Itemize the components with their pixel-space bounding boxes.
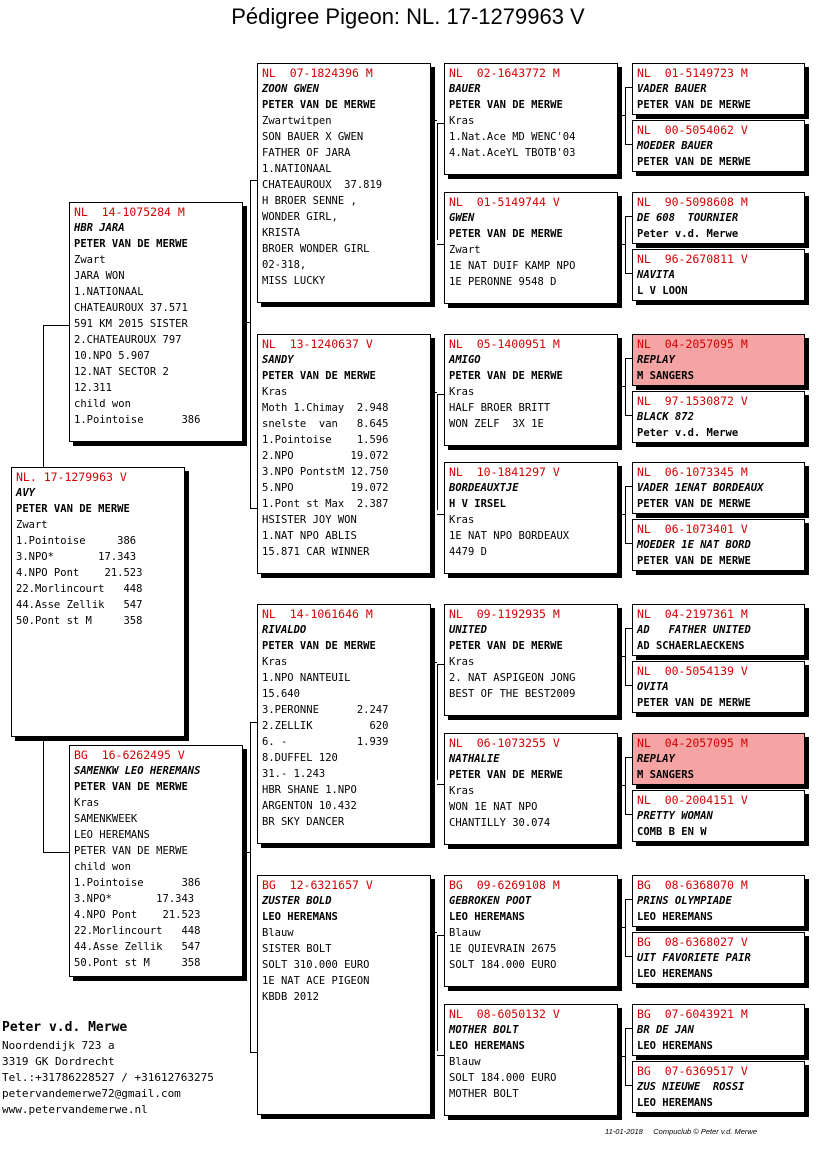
ring-number: BG 08-6368027 V xyxy=(637,935,748,949)
connector-line xyxy=(625,757,626,814)
breeder-name: Peter v.d. Merwe xyxy=(637,228,739,240)
info-line: SON BAUER X GWEN xyxy=(262,131,364,143)
ring-number: NL 01-5149744 V xyxy=(449,195,560,209)
connector-line xyxy=(625,1085,632,1086)
info-line: 1.NAT NPO ABLIS xyxy=(262,530,357,542)
info-line: 1E QUIEVRAIN 2675 xyxy=(449,943,557,955)
connector-line xyxy=(625,486,626,543)
ring-number: NL 14-1075284 M xyxy=(74,205,185,219)
connector-line xyxy=(437,1055,444,1056)
ring-number: NL 13-1240637 V xyxy=(262,337,373,351)
connector-line xyxy=(437,394,438,510)
connector-line xyxy=(437,244,444,245)
connector-line xyxy=(625,956,632,957)
breeder-name: COMB B EN W xyxy=(637,826,707,838)
connector-line xyxy=(625,273,632,274)
info-line: 1.Nat.Ace MD WENC'04 xyxy=(449,131,576,143)
info-line: SOLT 184.000 EURO xyxy=(449,959,557,971)
pigeon-card-fmm xyxy=(444,462,618,574)
pigeon-card-mmm xyxy=(444,1004,618,1116)
info-line: 15.871 CAR WINNER xyxy=(262,546,370,558)
breeder-name: PETER VAN DE MERWE xyxy=(637,555,751,567)
info-line: ARGENTON 10.432 xyxy=(262,800,357,812)
pigeon-card-g5 xyxy=(632,334,805,386)
ring-number: NL 14-1061646 M xyxy=(262,607,373,621)
info-line: 3.NPO* 17.343 xyxy=(74,893,195,905)
info-line: SISTER BOLT xyxy=(262,943,332,955)
breeder-name: PETER VAN DE MERWE xyxy=(637,697,751,709)
ring-number: NL. 17-1279963 V xyxy=(16,470,127,484)
ring-number: BG 07-6043921 M xyxy=(637,1007,748,1021)
info-line: FATHER OF JARA xyxy=(262,147,351,159)
info-line: Zwart xyxy=(449,244,481,256)
pigeon-card-father xyxy=(69,202,243,442)
info-line: CHANTILLY 30.074 xyxy=(449,817,551,829)
info-line: 2.NPO 19.072 xyxy=(262,450,389,462)
breeder-name: PETER VAN DE MERWE xyxy=(449,769,563,781)
info-line: Zwart xyxy=(74,254,106,266)
info-line: child won xyxy=(74,398,131,410)
pigeon-name: GWEN xyxy=(449,212,475,224)
owner-email: petervandemerwe72@gmail.com xyxy=(2,1087,181,1100)
pigeon-card-mmf xyxy=(444,875,618,987)
pigeon-card-g14 xyxy=(632,932,805,984)
pigeon-name: AMIGO xyxy=(449,354,481,366)
ring-number: NL 06-1073345 M xyxy=(637,465,748,479)
info-line: 591 KM 2015 SISTER xyxy=(74,318,188,330)
pigeon-name: BORDEAUXTJE xyxy=(449,482,519,494)
pigeon-card-subject xyxy=(11,467,185,737)
connector-line xyxy=(618,656,625,657)
info-line: SAMENKWEEK xyxy=(74,813,138,825)
connector-line xyxy=(43,852,69,853)
pigeon-name: BLACK 872 xyxy=(637,411,694,423)
pigeon-name: VADER 1ENAT BORDEAUX xyxy=(637,482,764,494)
pigeon-name: MOEDER 1E NAT BORD xyxy=(637,539,751,551)
ring-number: NL 00-5054062 V xyxy=(637,123,748,137)
connector-line xyxy=(437,394,444,395)
pigeon-name: VADER BAUER xyxy=(637,83,707,95)
pigeon-name: MOEDER BAUER xyxy=(637,140,713,152)
info-line: 12.NAT SECTOR 2 xyxy=(74,366,169,378)
ring-number: NL 04-2197361 M xyxy=(637,607,748,621)
info-line: Kras xyxy=(449,386,475,398)
pigeon-card-mf xyxy=(257,604,431,844)
connector-line xyxy=(618,1056,625,1057)
breeder-name: PETER VAN DE MERWE xyxy=(449,640,563,652)
connector-line xyxy=(43,325,44,467)
connector-line xyxy=(250,722,257,723)
breeder-name: AD SCHAERLAECKENS xyxy=(637,640,745,652)
connector-line xyxy=(618,785,625,786)
pigeon-card-g15 xyxy=(632,1004,805,1056)
footer xyxy=(605,1127,757,1136)
info-line: child won xyxy=(74,861,131,873)
info-line: 22.Morlincourt 448 xyxy=(16,583,143,595)
info-line: 1.Pointoise 386 xyxy=(16,535,137,547)
connector-line xyxy=(431,392,437,393)
owner-address-line2: 3319 GK Dordrecht xyxy=(2,1055,115,1068)
info-line: Zwartwitpen xyxy=(262,115,332,127)
connector-line xyxy=(625,358,626,415)
connector-line xyxy=(625,899,632,900)
connector-line xyxy=(625,486,632,487)
ring-number: BG 16-6262495 V xyxy=(74,748,185,762)
breeder-name: LEO HEREMANS xyxy=(637,1040,713,1052)
pigeon-card-fmf xyxy=(444,334,618,446)
info-line: MISS LUCKY xyxy=(262,275,326,287)
info-line: BEST OF THE BEST2009 xyxy=(449,688,576,700)
connector-line xyxy=(625,87,626,144)
pigeon-name: REPLAY xyxy=(637,354,675,366)
ring-number: NL 04-2057095 M xyxy=(637,337,748,351)
ring-number: BG 09-6269108 M xyxy=(449,878,560,892)
ring-number: BG 12-6321657 V xyxy=(262,878,373,892)
pigeon-card-g7 xyxy=(632,462,805,514)
pigeon-name: AD FATHER UNITED xyxy=(637,624,751,636)
info-line: 1.Pointoise 386 xyxy=(74,414,201,426)
pigeon-card-mff xyxy=(444,604,618,716)
info-line: 44.Asse Zellik 547 xyxy=(74,941,201,953)
info-line: 2.CHATEAUROUX 797 xyxy=(74,334,182,346)
connector-line xyxy=(625,543,632,544)
pigeon-card-g9 xyxy=(632,604,805,656)
owner-contact xyxy=(2,1018,214,1118)
info-line: Kras xyxy=(449,785,475,797)
info-line: 2. NAT ASPIGEON JONG xyxy=(449,672,576,684)
info-line: 4479 D xyxy=(449,546,487,558)
info-line: 1.Pont st Max 2.387 xyxy=(262,498,389,510)
connector-line xyxy=(437,935,438,1051)
info-line: 1E PERONNE 9548 D xyxy=(449,276,557,288)
pigeon-name: MOTHER BOLT xyxy=(449,1024,519,1036)
pigeon-name: ZUS NIEUWE ROSSI xyxy=(637,1081,745,1093)
pigeon-name: UNITED xyxy=(449,624,487,636)
connector-line xyxy=(625,685,632,686)
info-line: KRISTA xyxy=(262,227,300,239)
pigeon-name: NATHALIE xyxy=(449,753,500,765)
connector-line xyxy=(625,814,632,815)
connector-line xyxy=(243,322,250,323)
pigeon-name: ZOON GWEN xyxy=(262,83,319,95)
breeder-name: PETER VAN DE MERWE xyxy=(449,99,563,111)
info-line: Blauw xyxy=(449,1056,481,1068)
breeder-name: PETER VAN DE MERWE xyxy=(16,503,130,515)
info-line: 1.NATIONAAL xyxy=(74,286,144,298)
pigeon-card-g11 xyxy=(632,733,805,785)
pigeon-card-g2 xyxy=(632,120,805,172)
info-line: BROER WONDER GIRL xyxy=(262,243,370,255)
info-line: Zwart xyxy=(16,519,48,531)
ring-number: NL 06-1073255 V xyxy=(449,736,560,750)
breeder-name: M SANGERS xyxy=(637,769,694,781)
pigeon-name: REPLAY xyxy=(637,753,675,765)
connector-line xyxy=(625,899,626,956)
info-line: Kras xyxy=(449,514,475,526)
pigeon-card-mfm xyxy=(444,733,618,845)
info-line: WON ZELF 3X 1E xyxy=(449,418,544,430)
breeder-name: Peter v.d. Merwe xyxy=(637,427,739,439)
footer-date: 11-01-2018 xyxy=(605,1127,643,1136)
pigeon-name: UIT FAVORIETE PAIR xyxy=(637,952,751,964)
info-line: WON 1E NAT NPO xyxy=(449,801,538,813)
connector-line xyxy=(437,123,438,240)
connector-line xyxy=(618,244,625,245)
connector-line xyxy=(437,664,444,665)
connector-line xyxy=(243,852,250,853)
info-line: HSISTER JOY WON xyxy=(262,514,357,526)
connector-line xyxy=(625,415,632,416)
ring-number: NL 00-5054139 V xyxy=(637,664,748,678)
info-line: Kras xyxy=(449,115,475,127)
ring-number: NL 08-6050132 V xyxy=(449,1007,560,1021)
info-line: HALF BROER BRITT xyxy=(449,402,551,414)
connector-line xyxy=(625,1028,632,1029)
info-line: 5.NPO 19.072 xyxy=(262,482,389,494)
info-line: SOLT 310.000 EURO xyxy=(262,959,370,971)
ring-number: NL 04-2057095 M xyxy=(637,736,748,750)
info-line: Blauw xyxy=(449,927,481,939)
info-line: KBDB 2012 xyxy=(262,991,319,1003)
connector-line xyxy=(250,180,251,508)
breeder-name: L V LOON xyxy=(637,285,688,297)
connector-line xyxy=(618,386,625,387)
owner-name: Peter v.d. Merwe xyxy=(2,1020,128,1035)
breeder-name: M SANGERS xyxy=(637,370,694,382)
info-line: Moth 1.Chimay 2.948 xyxy=(262,402,389,414)
breeder-name: PETER VAN DE MERWE xyxy=(637,99,751,111)
info-line: H BROER SENNE , xyxy=(262,195,357,207)
connector-line xyxy=(437,123,444,124)
connector-line xyxy=(431,120,437,121)
info-line: 1E NAT ACE PIGEON xyxy=(262,975,370,987)
pigeon-card-mother xyxy=(69,745,243,977)
info-line: 50.Pont st M 358 xyxy=(74,957,201,969)
owner-website: www.petervandemerwe.nl xyxy=(2,1103,148,1116)
info-line: Kras xyxy=(262,656,288,668)
info-line: HBR SHANE 1.NPO xyxy=(262,784,357,796)
pigeon-name: SAMENKW LEO HEREMANS xyxy=(74,765,201,777)
connector-line xyxy=(618,115,625,116)
pigeon-card-g10 xyxy=(632,661,805,713)
breeder-name: PETER VAN DE MERWE xyxy=(262,640,376,652)
breeder-name: PETER VAN DE MERWE xyxy=(262,370,376,382)
info-line: 1.Pointoise 1.596 xyxy=(262,434,389,446)
pigeon-card-fff xyxy=(444,63,618,175)
ring-number: NL 00-2004151 V xyxy=(637,793,748,807)
info-line: 8.DUFFEL 120 xyxy=(262,752,338,764)
breeder-name: LEO HEREMANS xyxy=(637,1097,713,1109)
connector-line xyxy=(618,927,625,928)
ring-number: NL 02-1643772 M xyxy=(449,66,560,80)
info-line: 6. - 1.939 xyxy=(262,736,389,748)
pigeon-name: DE 608 TOURNIER xyxy=(637,212,739,224)
connector-line xyxy=(437,935,444,936)
connector-line xyxy=(625,216,632,217)
info-line: WONDER GIRL, xyxy=(262,211,338,223)
breeder-name: PETER VAN DE MERWE xyxy=(74,238,188,250)
breeder-name: PETER VAN DE MERWE xyxy=(449,370,563,382)
ring-number: BG 07-6369517 V xyxy=(637,1064,748,1078)
pigeon-name: ZUSTER BOLD xyxy=(262,895,332,907)
pigeon-name: PRETTY WOMAN xyxy=(637,810,713,822)
footer-credit: Compuclub © Peter v.d. Merwe xyxy=(653,1127,757,1136)
info-line: 4.NPO Pont 21.523 xyxy=(74,909,201,921)
info-line: 31.- 1.243 xyxy=(262,768,326,780)
info-line: 10.NPO 5.907 xyxy=(74,350,150,362)
ring-number: NL 06-1073401 V xyxy=(637,522,748,536)
info-line: PETER VAN DE MERWE xyxy=(74,845,188,857)
pigeon-card-fm xyxy=(257,334,431,574)
info-line: 1.NPO NANTEUIL xyxy=(262,672,351,684)
info-line: CHATEAUROUX 37.819 xyxy=(262,179,383,191)
breeder-name: LEO HEREMANS xyxy=(262,911,338,923)
connector-line xyxy=(437,664,438,780)
connector-line xyxy=(250,722,251,1052)
info-line: MOTHER BOLT xyxy=(449,1088,519,1100)
connector-line xyxy=(431,662,437,663)
pigeon-card-g12 xyxy=(632,790,805,842)
ring-number: NL 10-1841297 V xyxy=(449,465,560,479)
ring-number: NL 09-1192935 M xyxy=(449,607,560,621)
pigeon-card-g13 xyxy=(632,875,805,927)
breeder-name: LEO HEREMANS xyxy=(449,1040,525,1052)
connector-line xyxy=(625,1028,626,1085)
pigeon-name: SANDY xyxy=(262,354,294,366)
info-line: 44.Asse Zellik 547 xyxy=(16,599,143,611)
ring-number: NL 05-1400951 M xyxy=(449,337,560,351)
connector-line xyxy=(43,741,44,853)
info-line: SOLT 184.000 EURO xyxy=(449,1072,557,1084)
info-line: 1E NAT NPO BORDEAUX xyxy=(449,530,570,542)
info-line: 1E NAT DUIF KAMP NPO xyxy=(449,260,576,272)
pigeon-name: GEBROKEN POOT xyxy=(449,895,532,907)
page-title: Pédigree Pigeon: NL. 17-1279963 V xyxy=(231,4,585,29)
breeder-name: LEO HEREMANS xyxy=(449,911,525,923)
connector-line xyxy=(625,144,632,145)
pigeon-card-ff xyxy=(257,63,431,303)
info-line: 15.640 xyxy=(262,688,300,700)
info-line: Blauw xyxy=(262,927,294,939)
info-line: 02-318, xyxy=(262,259,307,271)
pigeon-name: HBR JARA xyxy=(74,222,125,234)
connector-line xyxy=(618,514,625,515)
info-line: JARA WON xyxy=(74,270,125,282)
pigeon-name: RIVALDO xyxy=(262,624,307,636)
connector-line xyxy=(625,757,632,758)
pigeon-card-mm xyxy=(257,875,431,1115)
breeder-name: LEO HEREMANS xyxy=(637,968,713,980)
info-line: 3.NPO PontstM 12.750 xyxy=(262,466,389,478)
pigeon-card-g16 xyxy=(632,1061,805,1113)
info-line: 4.NPO Pont 21.523 xyxy=(16,567,143,579)
info-line: 2.ZELLIK 620 xyxy=(262,720,389,732)
ring-number: BG 08-6368070 M xyxy=(637,878,748,892)
connector-line xyxy=(250,180,257,181)
connector-line xyxy=(437,514,444,515)
breeder-name: H V IRSEL xyxy=(449,498,506,510)
pigeon-name: BR DE JAN xyxy=(637,1024,694,1036)
info-line: Kras xyxy=(262,386,288,398)
breeder-name: LEO HEREMANS xyxy=(637,911,713,923)
pigeon-name: NAVITA xyxy=(637,269,675,281)
info-line: LEO HEREMANS xyxy=(74,829,150,841)
breeder-name: PETER VAN DE MERWE xyxy=(637,498,751,510)
pigeon-name: OVITA xyxy=(637,681,669,693)
connector-line xyxy=(250,1052,257,1053)
ring-number: NL 07-1824396 M xyxy=(262,66,373,80)
connector-line xyxy=(625,628,626,685)
ring-number: NL 96-2670811 V xyxy=(637,252,748,266)
connector-line xyxy=(625,628,632,629)
pigeon-name: BAUER xyxy=(449,83,481,95)
pigeon-card-ffm xyxy=(444,192,618,304)
info-line: 1.NATIONAAL xyxy=(262,163,332,175)
breeder-name: PETER VAN DE MERWE xyxy=(449,228,563,240)
info-line: 12.311 xyxy=(74,382,112,394)
connector-line xyxy=(625,87,632,88)
pigeon-card-g6 xyxy=(632,391,805,443)
connector-line xyxy=(43,325,69,326)
pigeon-name: PRINS OLYMPIADE xyxy=(637,895,732,907)
info-line: 50.Pont st M 358 xyxy=(16,615,143,627)
pigeon-name: AVY xyxy=(16,487,35,499)
connector-line xyxy=(437,784,444,785)
info-line: 3.NPO* 17.343 xyxy=(16,551,137,563)
info-line: 4.Nat.AceYL TBOTB'03 xyxy=(449,147,576,159)
owner-phone: Tel.:+31786228527 / +31612763275 xyxy=(2,1071,214,1084)
breeder-name: PETER VAN DE MERWE xyxy=(74,781,188,793)
info-line: 1.Pointoise 386 xyxy=(74,877,201,889)
breeder-name: PETER VAN DE MERWE xyxy=(637,156,751,168)
info-line: CHATEAUROUX 37.571 xyxy=(74,302,188,314)
info-line: BR SKY DANCER xyxy=(262,816,345,828)
connector-line xyxy=(431,932,437,933)
pigeon-card-g3 xyxy=(632,192,805,244)
info-line: 22.Morlincourt 448 xyxy=(74,925,201,937)
breeder-name: PETER VAN DE MERWE xyxy=(262,99,376,111)
ring-number: NL 90-5098608 M xyxy=(637,195,748,209)
info-line: 3.PERONNE 2.247 xyxy=(262,704,389,716)
info-line: Kras xyxy=(74,797,100,809)
info-line: Kras xyxy=(449,656,475,668)
pigeon-card-g8 xyxy=(632,519,805,571)
pigeon-card-g4 xyxy=(632,249,805,301)
info-line: snelste van 8.645 xyxy=(262,418,389,430)
connector-line xyxy=(625,216,626,273)
pigeon-card-g1 xyxy=(632,63,805,115)
ring-number: NL 97-1530872 V xyxy=(637,394,748,408)
connector-line xyxy=(250,508,257,509)
ring-number: NL 01-5149723 M xyxy=(637,66,748,80)
connector-line xyxy=(625,358,632,359)
owner-address-line1: Noordendijk 723 a xyxy=(2,1039,115,1052)
